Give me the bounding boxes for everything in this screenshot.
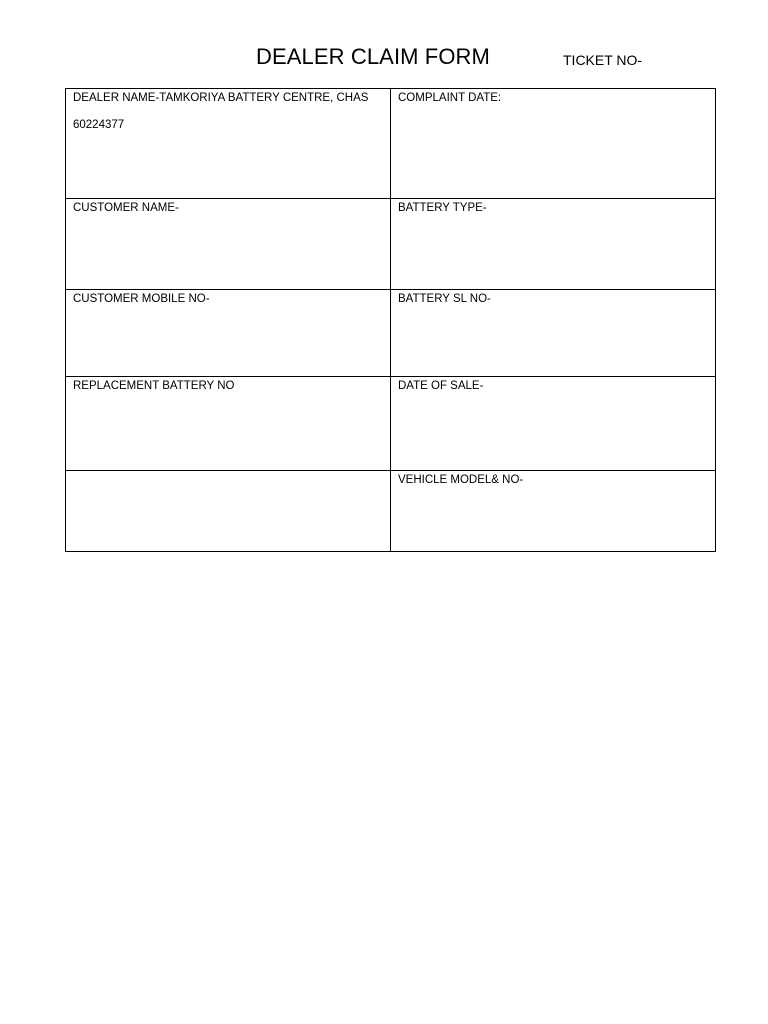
table-row <box>66 290 716 377</box>
table-row <box>66 89 716 199</box>
replacement-battery-cell[interactable] <box>66 377 391 471</box>
complaint-date-label: COMPLAINT DATE: <box>398 92 502 104</box>
table-row <box>66 471 716 552</box>
battery-type-label: BATTERY TYPE- <box>398 202 487 214</box>
complaint-date-cell[interactable] <box>391 89 716 199</box>
dealer-code: 60224377 <box>73 119 125 131</box>
vehicle-model-label: VEHICLE MODEL& NO- <box>398 474 524 486</box>
replacement-battery-label: REPLACEMENT BATTERY NO <box>73 380 235 392</box>
battery-serial-cell[interactable] <box>391 290 716 377</box>
date-of-sale-label: DATE OF SALE- <box>398 380 484 392</box>
vehicle-model-cell[interactable] <box>391 471 716 552</box>
empty-cell[interactable] <box>66 471 391 552</box>
battery-type-cell[interactable] <box>391 199 716 290</box>
form-title: DEALER CLAIM FORM <box>256 44 490 69</box>
customer-name-label: CUSTOMER NAME- <box>73 202 179 214</box>
customer-mobile-label: CUSTOMER MOBILE NO- <box>73 293 210 305</box>
table-row <box>66 377 716 471</box>
customer-name-cell[interactable] <box>66 199 391 290</box>
battery-serial-label: BATTERY SL NO- <box>398 293 491 305</box>
claim-form-table <box>65 88 716 552</box>
table-row <box>66 199 716 290</box>
dealer-name-cell[interactable] <box>66 89 391 199</box>
date-of-sale-cell[interactable] <box>391 377 716 471</box>
ticket-number-label: TICKET NO- <box>563 52 643 68</box>
customer-mobile-cell[interactable] <box>66 290 391 377</box>
dealer-name-label: DEALER NAME-TAMKORIYA BATTERY CENTRE, CHAS <box>73 92 369 104</box>
